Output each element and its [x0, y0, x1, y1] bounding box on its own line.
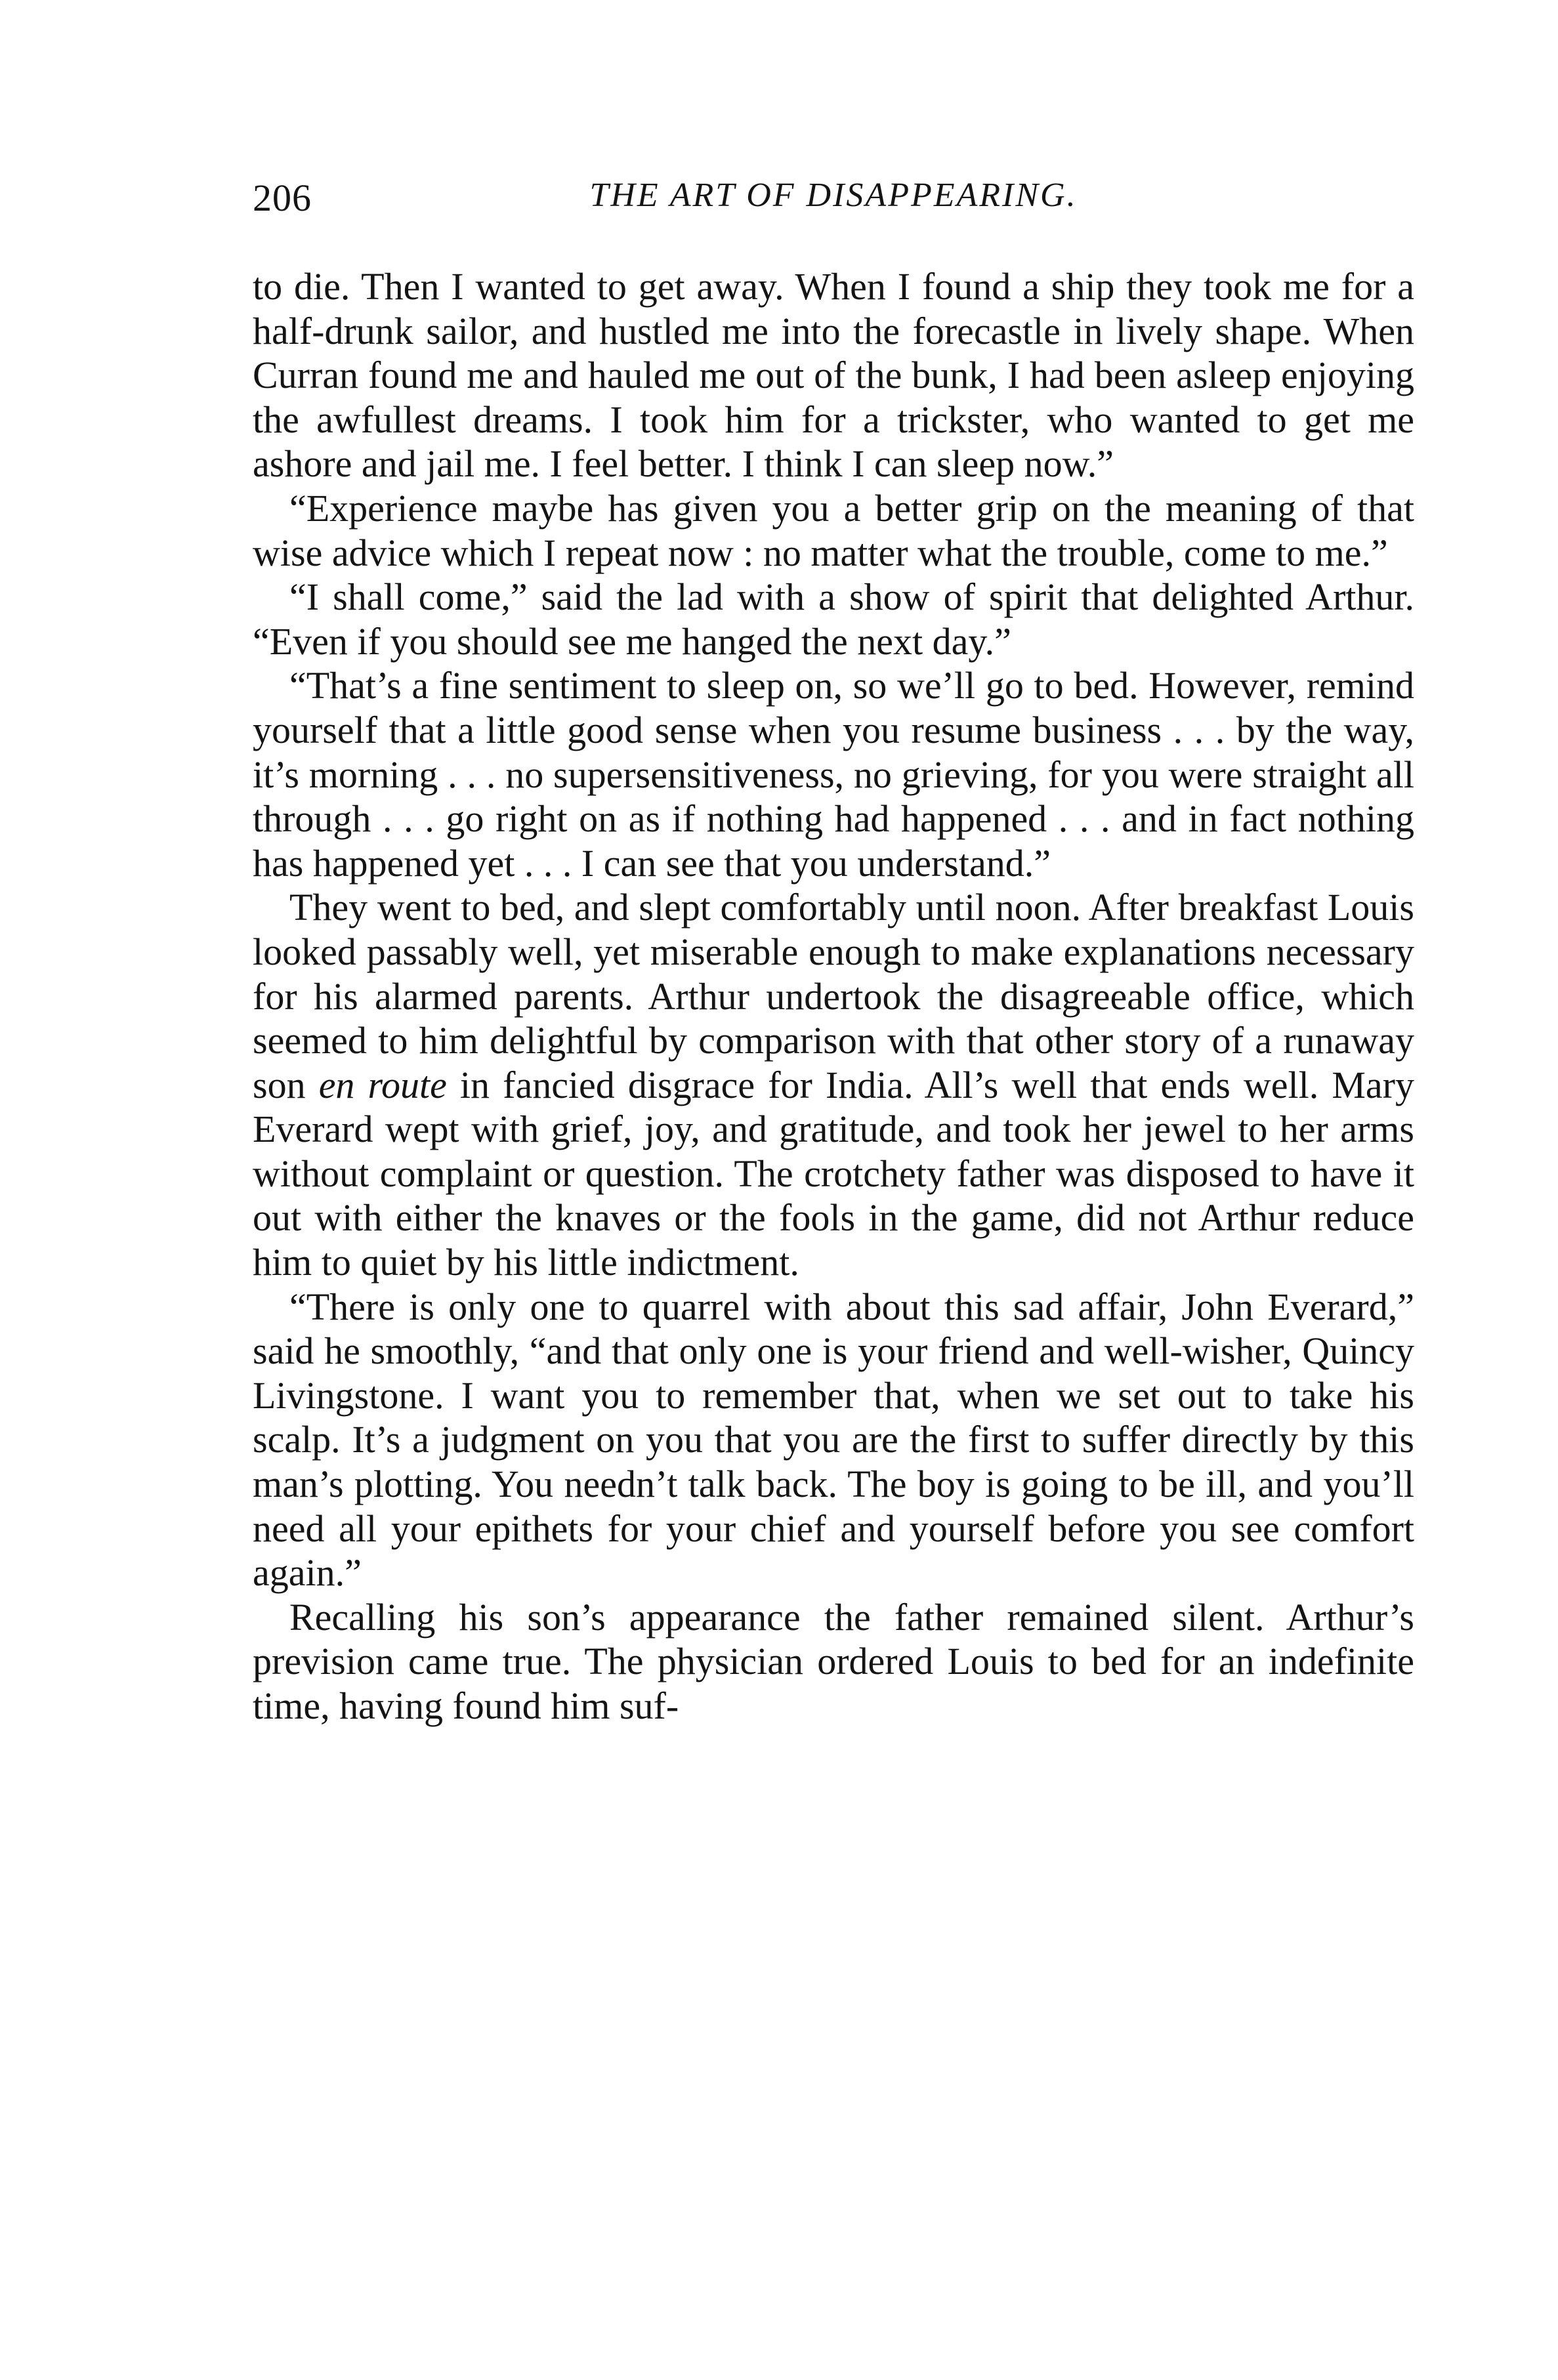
running-title: THE ART OF DISAPPEARING. — [589, 177, 1078, 214]
italic-phrase: en route — [318, 1063, 447, 1106]
paragraph: “That’s a fine sentiment to sleep on, so we’ll go to bed. However, remind yourself that a little good sense when you resume business . . . by the way, it’s morning . . . no supersensitiveness, no grieving, for you were straight all through . . . go right on as if nothing had happened . . . and in fact nothing has happened yet . . . I can see that you understand.” — [253, 664, 1414, 885]
body-text — [253, 264, 1414, 1728]
paragraph: “Experience maybe has given you a better grip on the meaning of that wise advice which I repeat now : no matter what the trouble, come to me.” — [253, 486, 1414, 574]
paragraph: “I shall come,” said the lad with a show of spirit that delighted Arthur. “Even if you should see me hanged the next day.” — [253, 575, 1414, 663]
paragraph — [253, 885, 1414, 1284]
paragraph: to die. Then I wanted to get away. When I found a ship they took me for a half-drunk sailor, and hustled me into the forecastle in lively shape. When Curran found me and hauled me out of the bunk, I had been asleep enjoying the awfullest dreams. I took him for a trickster, who wanted to get me ashore and jail me. I feel better. I think I can sleep now.” — [253, 265, 1414, 486]
page-number: 206 — [253, 177, 312, 219]
running-head — [253, 176, 1414, 228]
paragraph-text: They went to bed, and slept comfortably until noon. After breakfast Louis looked passably well, yet miserable enough to make explanations necessary for his alarmed parents. Arthur undertook the disagreeable office, which seemed to him delightful by comparison with that other story of a runaway son — [253, 886, 1414, 1106]
paragraph-text: in fancied disgrace for India. All’s well that ends well. Mary Everard wept with grief, joy, and gratitude, and took her jewel to her arms without complaint or question. The crotchety father was disposed to have it out with either the knaves or the fools in the game, did not Arthur reduce him to quiet by his little indictment. — [253, 1063, 1414, 1284]
paragraph: Recalling his son’s appearance the father remained silent. Arthur’s prevision came true. The physician ordered Louis to bed for an indefinite time, having found him suf- — [253, 1595, 1414, 1727]
paragraph: “There is only one to quarrel with about this sad affair, John Everard,” said he smoothly, “and that only one is your friend and well-wisher, Quincy Livingstone. I want you to remember that, when we set out to take his scalp. It’s a judgment on you that you are the first to suffer directly by this man’s plotting. You needn’t talk back. The boy is going to be ill, and you’ll need all your epithets for your chief and yourself before you see comfort again.” — [253, 1285, 1414, 1595]
